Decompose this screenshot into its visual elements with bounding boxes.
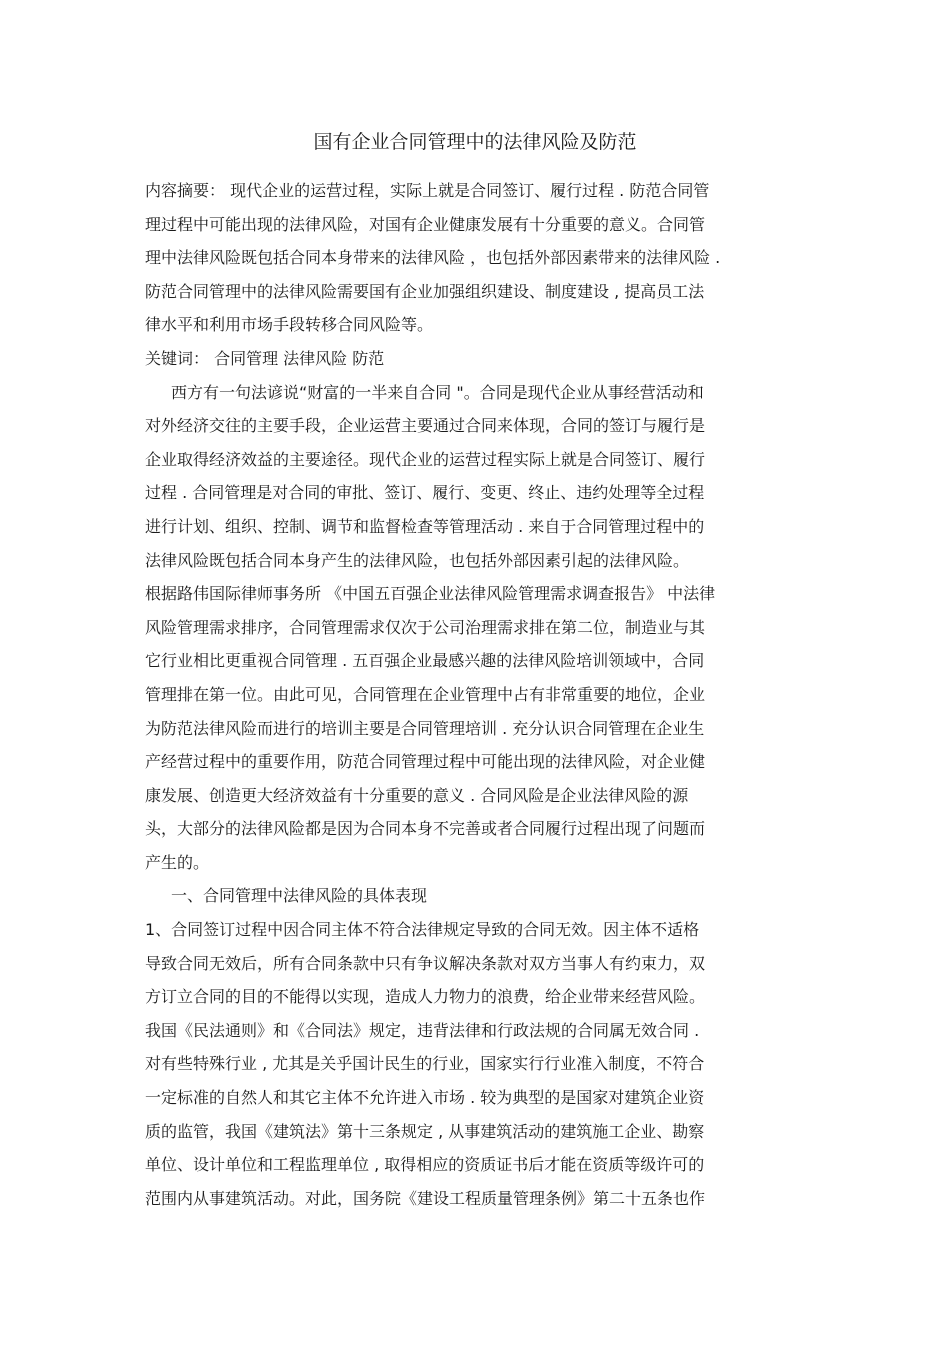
text-line: 它行业相比更重视合同管理 . 五百强企业最感兴趣的法律风险培训领域中，合同	[145, 651, 705, 671]
text-line: 根据路伟国际律师事务所 《中国五百强企业法律风险管理需求调查报告》 中法律	[145, 584, 716, 604]
text-line: 内容摘要： 现代企业的运营过程，实际上就是合同签订、履行过程 . 防范合同管	[145, 181, 710, 200]
text-line: 康发展、创造更大经济效益有十分重要的意义 . 合同风险是企业法律风险的源	[145, 785, 689, 805]
text-line: 一定标准的自然人和其它主体不允许进入市场 . 较为典型的是国家对建筑企业资	[145, 1088, 705, 1108]
text-line: 关键词： 合同管理 法律风险 防范	[145, 348, 385, 368]
text-line: 单位、设计单位和工程监理单位 , 取得相应的资质证书后才能在资质等级许可的	[145, 1155, 705, 1175]
text-line: 进行计划、组织、控制、调节和监督检查等管理活动 . 来自于合同管理过程中的	[145, 516, 705, 536]
text-line: 西方有一句法谚说“财富的一半来自合同 "。合同是现代企业从事经营活动和	[171, 382, 704, 402]
text-line: 产经营过程中的重要作用，防范合同管理过程中可能出现的法律风险，对企业健	[145, 752, 706, 772]
document-body	[145, 174, 815, 1215]
text-line: 1、合同签订过程中因合同主体不符合法律规定导致的合同无效。因主体不适格	[145, 920, 700, 940]
text-line: 产生的。	[145, 852, 210, 872]
text-line: 过程 . 合同管理是对合同的审批、签订、履行、变更、终止、违约处理等全过程	[145, 483, 705, 503]
text-line: 管理排在第一位。由此可见，合同管理在企业管理中占有非常重要的地位，企业	[145, 684, 706, 704]
text-line: 理中法律风险既包括合同本身带来的法律风险 ，也包括外部因素带来的法律风险 .	[145, 248, 721, 268]
text-line: 对有些特殊行业 , 尤其是关乎国计民生的行业，国家实行行业准入制度，不符合	[145, 1054, 705, 1074]
text-line: 法律风险既包括合同本身产生的法律风险，也包括外部因素引起的法律风险。	[145, 550, 690, 570]
document-title: 国有企业合同管理中的法律风险及防范	[313, 131, 637, 153]
text-line: 我国《民法通则》和《合同法》规定，违背法律和行政法规的合同属无效合同 .	[145, 1020, 700, 1040]
text-line: 风险管理需求排序，合同管理需求仅次于公司治理需求排在第二位，制造业与其	[145, 617, 706, 637]
text-line: 为防范法律风险而进行的培训主要是合同管理培训 . 充分认识合同管理在企业生	[145, 718, 705, 738]
text-line: 范围内从事建筑活动。对此，国务院《建设工程质量管理条例》第二十五条也作	[145, 1188, 706, 1208]
text-line: 防范合同管理中的法律风险需要国有企业加强组织建设、制度建设 , 提高员工法	[145, 281, 705, 301]
text-line: 律水平和利用市场手段转移合同风险等。	[145, 315, 434, 335]
text-line: 企业取得经济效益的主要途径。现代企业的运营过程实际上就是合同签订、履行	[145, 449, 706, 469]
text-line: 一、合同管理中法律风险的具体表现	[171, 886, 428, 906]
text-line: 导致合同无效后，所有合同条款中只有争议解决条款对双方当事人有约束力，双	[145, 953, 706, 973]
text-line: 方订立合同的目的不能得以实现，造成人力物力的浪费，给企业带来经营风险。	[145, 987, 706, 1007]
text-line: 质的监管，我国《建筑法》第十三条规定 , 从事建筑活动的建筑施工企业、勘察	[145, 1121, 705, 1141]
text-line: 对外经济交往的主要手段，企业运营主要通过合同来体现，合同的签订与履行是	[145, 416, 706, 436]
text-line: 头，大部分的法律风险都是因为合同本身不完善或者合同履行过程出现了问题而	[145, 819, 706, 839]
text-line: 理过程中可能出现的法律风险，对国有企业健康发展有十分重要的意义。合同管	[145, 214, 706, 234]
